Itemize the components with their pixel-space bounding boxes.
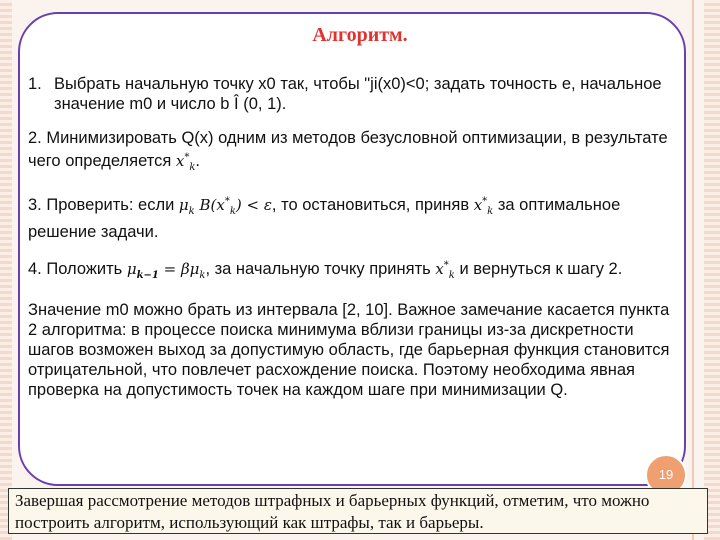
step-3-pre: 3. Проверить: если [28, 196, 175, 214]
step-3-formula-2: $x^*_k$ [473, 196, 494, 217]
step-2-formula: $x^*_k$ [175, 152, 196, 173]
slide-content [28, 74, 678, 414]
step-4-pre: 4. Положить [28, 260, 123, 278]
step-4-formula-2: $x^*_k$ [435, 260, 455, 281]
step-2-text: 2. Минимизировать Q(x) одним из методов безусловной оптимизации, в результате чего определяется [28, 129, 668, 170]
step-1 [28, 74, 678, 114]
step-2 [28, 128, 678, 178]
step-3-formula: $\mu_k$ $B(x^*_k) < \varepsilon$ [178, 196, 272, 217]
right-decor-line [692, 0, 694, 540]
step-1-text: Выбрать начальную точку x0 так, чтобы "ji(x0)<0; задать точность e, начальное значение m0 и число b Î (0, 1). [54, 75, 662, 113]
note-paragraph: Значение m0 можно брать из интервала [2, 10]. Важное замечание касается пункта 2 алгоритма: в процессе поиска минимума вблизи границы из-за дискретности шагов возможен выход за допустимую область, где барьерная функция становится отрицательной, что повлечет расхождение поиска. Поэтому необходима явная проверка на допустимость точек на каждом шаге при минимизации Q. [28, 301, 670, 399]
left-decor-strip [0, 0, 12, 540]
step-3-mid: , то остановиться, приняв [271, 196, 470, 214]
page-number-badge: 19 [645, 454, 687, 496]
step-1-number: 1. [28, 75, 42, 93]
step-2-end: . [195, 152, 201, 170]
right-decor-strip [704, 0, 720, 540]
caption-box: Завершая рассмотрение методов штрафных и барьерных функций, отметим, что можно построить алгоритм, использующий как штрафы, так и барьеры. [8, 488, 708, 534]
step-4-mid: , за начальную точку принять [205, 260, 431, 278]
step-4-post: и вернуться к шагу 2. [459, 260, 623, 278]
slide-title: Алгоритм. [312, 24, 408, 46]
step-3-post: за оптимальное решение задачи. [28, 196, 621, 241]
step-3 [28, 192, 678, 242]
step-4-formula: $\mu_{k-1} = \beta\mu_k$ [126, 260, 206, 281]
step-4 [28, 256, 678, 286]
